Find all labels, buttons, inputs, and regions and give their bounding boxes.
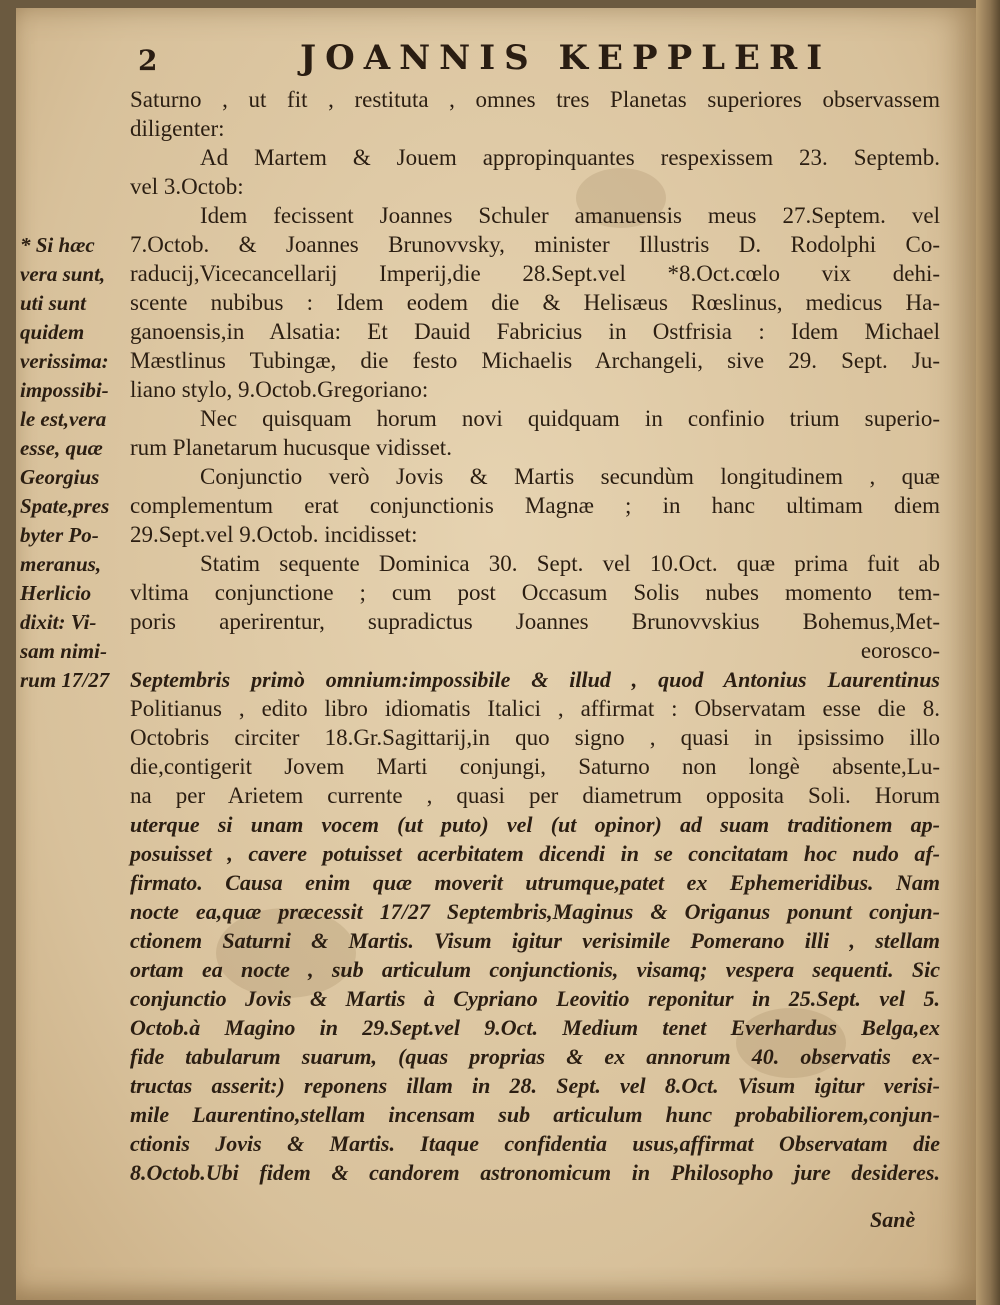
text-line: 8.Octob.Ubi fidem & candorem astronomicum in Philosopho jure desideres. bbox=[130, 1160, 940, 1185]
marginal-note-line: sam nimi- bbox=[20, 639, 107, 663]
marginal-note-line: le est,vera bbox=[20, 407, 107, 431]
text-line: Octob.à Magino in 29.Sept.vel 9.Oct. Medium tenet Everhardus Belga,ex bbox=[130, 1015, 940, 1040]
text-line: Conjunctio verò Jovis & Martis secundùm longitudinem , quæ bbox=[200, 464, 940, 489]
text-line: conjunctio Jovis & Martis à Cypriano Leovitio reponitur in 25.Sept. vel 5. bbox=[130, 986, 940, 1011]
text-line: ctionis Jovis & Martis. Itaque confidentia usus,affirmat Observatam die bbox=[130, 1131, 940, 1156]
text-line: nocte ea,quæ præcessit 17/27 Septembris,Maginus & Origanus ponunt conjun- bbox=[130, 899, 940, 924]
text-line: mile Laurentino,stellam incensam sub articulum hunc probabiliorem,conjun- bbox=[130, 1102, 940, 1127]
text-line: Nec quisquam horum novi quidquam in confinio trium superio- bbox=[200, 406, 940, 431]
marginal-note-line: Georgius bbox=[20, 465, 100, 489]
text-line: Politianus , edito libro idiomatis Italici , affirmat : Observatam esse die 8. bbox=[130, 696, 940, 721]
marginal-note-line: uti sunt bbox=[20, 291, 86, 315]
text-line: Statim sequente Dominica 30. Sept. vel 10.Oct. quæ prima fuit ab bbox=[200, 551, 940, 576]
page-number: 2 bbox=[138, 44, 158, 77]
text-line: fide tabularum suarum, (quas proprias & ex annorum 40. observatis ex- bbox=[130, 1044, 940, 1069]
text-line: posuisset , cavere potuisset acerbitatem dicendi in se concitatam hoc nudo af- bbox=[130, 841, 940, 866]
text-line: ctionem Saturni & Martis. Visum igitur verisimile Pomerano illi , stellam bbox=[130, 928, 940, 953]
text-line: 29.Sept.vel 9.Octob. incidisset: bbox=[130, 522, 418, 547]
marginal-note-line: verissima: bbox=[20, 349, 109, 373]
marginal-note-line: vera sunt, bbox=[20, 262, 106, 286]
text-line: Ad Martem & Jouem appropinquantes respexissem 23. Septemb. bbox=[200, 145, 940, 170]
marginal-note-line: impossibi- bbox=[20, 378, 109, 402]
catchword: Sanè bbox=[870, 1207, 916, 1232]
marginal-note-line: rum 17/27 bbox=[20, 668, 110, 692]
marginal-note-line: * Si hæc bbox=[20, 233, 95, 257]
text-line: 7.Octob. & Joannes Brunovvsky, minister Illustris D. Rodolphi Co- bbox=[130, 232, 940, 257]
text-line: ortam ea nocte , sub articulum conjunctionis, visamq; vespera sequenti. Sic bbox=[130, 957, 940, 982]
text-line: rum Planetarum hucusque vidisset. bbox=[130, 435, 452, 460]
running-head: JOANNIS KEPPLERI bbox=[300, 38, 832, 78]
marginal-note-line: Herlicio bbox=[20, 581, 92, 605]
text-line: vltima conjunctione ; cum post Occasum Solis nubes momento tem- bbox=[130, 580, 940, 605]
marginal-note-line: meranus, bbox=[20, 552, 102, 576]
marginal-note-line: dixit: Vi- bbox=[20, 610, 97, 634]
text-line: poris aperirentur, supradictus Joannes Brunovvskius Bohemus,Met- bbox=[130, 609, 940, 634]
text-line: complementum erat conjunctionis Magnæ ; in hanc ultimam diem bbox=[130, 493, 940, 518]
text-line: raducij,Vicecancellarij Imperij,die 28.Sept.vel *8.Oct.cœlo vix dehi- bbox=[130, 261, 940, 286]
marginal-note-line: quidem bbox=[20, 320, 85, 344]
text-line: uterque si unam vocem (ut puto) vel (ut opinor) ad suam traditionem ap- bbox=[130, 812, 940, 837]
marginal-note-line: esse, quæ bbox=[20, 436, 103, 460]
marginal-note-line: Spate,pres bbox=[20, 494, 110, 518]
text-line: na per Arietem currente , quasi per diametrum opposita Soli. Horum bbox=[130, 783, 940, 808]
text-line: eorosco- bbox=[860, 638, 940, 663]
text-line: firmato. Causa enim quæ moverit utrumque,patet ex Ephemeridibus. Nam bbox=[130, 870, 940, 895]
text-line: Saturno , ut fit , restituta , omnes tres Planetas superiores observassem bbox=[130, 87, 940, 112]
text-line: die,contigerit Jovem Marti conjungi, Saturno non longè absente,Lu- bbox=[130, 754, 940, 779]
text-line: liano stylo, 9.Octob.Gregoriano: bbox=[130, 377, 429, 402]
page-edge-shadow bbox=[976, 0, 1000, 1305]
text-line: Septembris primò omnium:impossibile & illud , quod Antonius Laurentinus bbox=[130, 667, 940, 692]
text-line: vel 3.Octob: bbox=[130, 174, 244, 199]
text-line: Octobris circiter 18.Gr.Sagittarij,in quo signo , quasi in ipsissimo illo bbox=[130, 725, 940, 750]
marginal-note-line: byter Po- bbox=[20, 523, 99, 547]
text-line: tructas asserit:) reponens illam in 28. Sept. vel 8.Oct. Visum igitur verisi- bbox=[130, 1073, 940, 1098]
text-line: diligenter: bbox=[130, 116, 225, 141]
text-line: scente nubibus : Idem eodem die & Helisæus Rœslinus, medicus Ha- bbox=[130, 290, 940, 315]
text-line: Idem fecissent Joannes Schuler amanuensis meus 27.Septem. vel bbox=[200, 203, 940, 228]
text-line: Mæstlinus Tubingæ, die festo Michaelis Archangeli, sive 29. Sept. Ju- bbox=[130, 348, 940, 373]
text-line: ganoensis,in Alsatia: Et Dauid Fabricius in Ostfrisia : Idem Michael bbox=[130, 319, 940, 344]
